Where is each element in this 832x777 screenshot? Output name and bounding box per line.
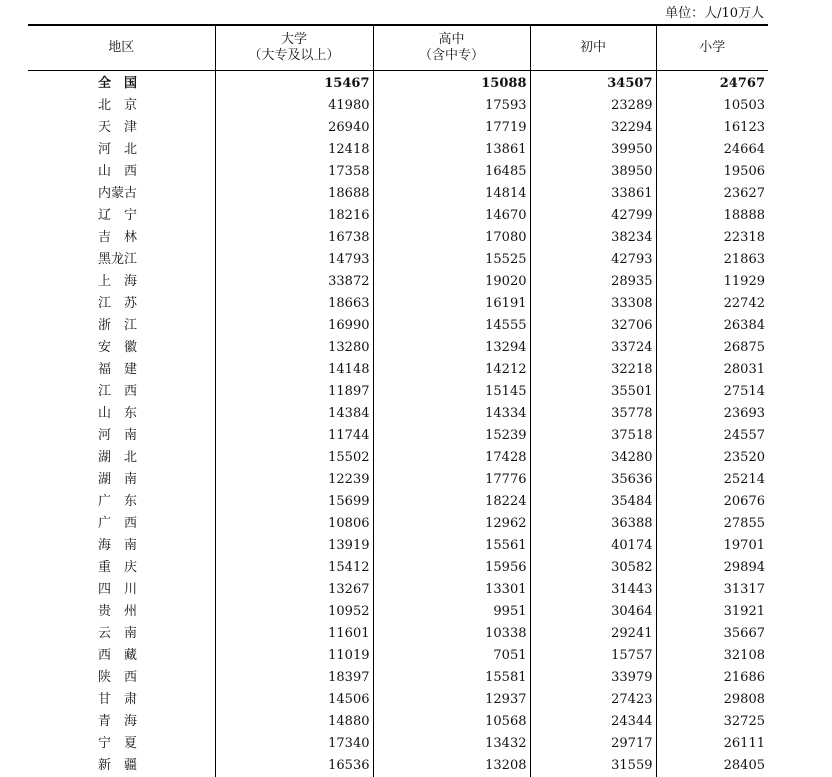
cell-region: 江 苏	[28, 293, 215, 315]
cell-high: 14670	[373, 205, 530, 227]
cell-college: 14148	[215, 359, 373, 381]
cell-middle: 28935	[530, 271, 656, 293]
table-row	[28, 689, 768, 711]
table-row	[28, 205, 768, 227]
cell-primary: 10503	[656, 95, 768, 117]
cell-high: 15239	[373, 425, 530, 447]
table-row	[28, 359, 768, 381]
cell-primary: 29894	[656, 557, 768, 579]
cell-region: 福 建	[28, 359, 215, 381]
cell-primary: 26384	[656, 315, 768, 337]
cell-high: 15088	[373, 71, 530, 96]
header-region: 地区	[28, 25, 215, 71]
cell-region: 内蒙古	[28, 183, 215, 205]
cell-middle: 35484	[530, 491, 656, 513]
cell-primary: 11929	[656, 271, 768, 293]
cell-primary: 32108	[656, 645, 768, 667]
table-row	[28, 535, 768, 557]
cell-primary: 21686	[656, 667, 768, 689]
cell-high: 15525	[373, 249, 530, 271]
cell-high: 15956	[373, 557, 530, 579]
cell-middle: 15757	[530, 645, 656, 667]
cell-college: 15412	[215, 557, 373, 579]
header-high-subtitle: （含中专）	[374, 48, 530, 64]
cell-region: 宁 夏	[28, 733, 215, 755]
cell-middle: 32294	[530, 117, 656, 139]
cell-region: 青 海	[28, 711, 215, 733]
table-row-national	[28, 71, 768, 96]
cell-high: 15145	[373, 381, 530, 403]
cell-high: 10568	[373, 711, 530, 733]
cell-high: 12937	[373, 689, 530, 711]
cell-college: 11744	[215, 425, 373, 447]
cell-primary: 16123	[656, 117, 768, 139]
cell-region: 海 南	[28, 535, 215, 557]
cell-primary: 22742	[656, 293, 768, 315]
cell-region: 重 庆	[28, 557, 215, 579]
cell-region: 上 海	[28, 271, 215, 293]
cell-region: 新 疆	[28, 755, 215, 777]
cell-region: 陕 西	[28, 667, 215, 689]
table-row	[28, 447, 768, 469]
cell-college: 18688	[215, 183, 373, 205]
cell-primary: 28031	[656, 359, 768, 381]
table-row	[28, 249, 768, 271]
cell-primary: 26875	[656, 337, 768, 359]
cell-primary: 19506	[656, 161, 768, 183]
cell-region: 黑龙江	[28, 249, 215, 271]
cell-primary: 20676	[656, 491, 768, 513]
cell-region: 浙 江	[28, 315, 215, 337]
cell-high: 12962	[373, 513, 530, 535]
cell-high: 13208	[373, 755, 530, 777]
cell-high: 19020	[373, 271, 530, 293]
cell-college: 15467	[215, 71, 373, 96]
cell-high: 17776	[373, 469, 530, 491]
cell-middle: 24344	[530, 711, 656, 733]
cell-middle: 39950	[530, 139, 656, 161]
table-row	[28, 403, 768, 425]
cell-middle: 38950	[530, 161, 656, 183]
cell-high: 14212	[373, 359, 530, 381]
cell-region: 江 西	[28, 381, 215, 403]
cell-primary: 23693	[656, 403, 768, 425]
cell-college: 11897	[215, 381, 373, 403]
cell-primary: 25214	[656, 469, 768, 491]
cell-primary: 32725	[656, 711, 768, 733]
cell-region: 北 京	[28, 95, 215, 117]
header-primary-school: 小学	[656, 25, 768, 71]
cell-primary: 27514	[656, 381, 768, 403]
cell-college: 14793	[215, 249, 373, 271]
cell-primary: 31317	[656, 579, 768, 601]
cell-college: 14880	[215, 711, 373, 733]
cell-region: 山 西	[28, 161, 215, 183]
cell-middle: 34280	[530, 447, 656, 469]
cell-middle: 31559	[530, 755, 656, 777]
cell-college: 17358	[215, 161, 373, 183]
cell-college: 14506	[215, 689, 373, 711]
header-college-subtitle: （大专及以上）	[216, 48, 373, 64]
cell-high: 17080	[373, 227, 530, 249]
cell-middle: 32706	[530, 315, 656, 337]
table-body	[28, 71, 768, 777]
cell-middle: 33724	[530, 337, 656, 359]
cell-region: 云 南	[28, 623, 215, 645]
cell-middle: 35778	[530, 403, 656, 425]
cell-high: 13432	[373, 733, 530, 755]
cell-region: 甘 肃	[28, 689, 215, 711]
cell-college: 15502	[215, 447, 373, 469]
cell-college: 16990	[215, 315, 373, 337]
cell-region: 贵 州	[28, 601, 215, 623]
table-row	[28, 337, 768, 359]
cell-middle: 35501	[530, 381, 656, 403]
cell-middle: 29717	[530, 733, 656, 755]
cell-region: 广 东	[28, 491, 215, 513]
cell-middle: 30582	[530, 557, 656, 579]
cell-primary: 31921	[656, 601, 768, 623]
cell-middle: 29241	[530, 623, 656, 645]
cell-region: 西 藏	[28, 645, 215, 667]
cell-high: 9951	[373, 601, 530, 623]
table-row	[28, 601, 768, 623]
cell-high: 15561	[373, 535, 530, 557]
cell-high: 16191	[373, 293, 530, 315]
cell-primary: 24664	[656, 139, 768, 161]
unit-label: 单位：人/10万人	[665, 2, 764, 21]
cell-high: 17593	[373, 95, 530, 117]
cell-middle: 38234	[530, 227, 656, 249]
cell-middle: 34507	[530, 71, 656, 96]
cell-region: 湖 北	[28, 447, 215, 469]
cell-region: 河 北	[28, 139, 215, 161]
cell-college: 13280	[215, 337, 373, 359]
cell-college: 41980	[215, 95, 373, 117]
cell-primary: 21863	[656, 249, 768, 271]
cell-middle: 33979	[530, 667, 656, 689]
cell-high: 17719	[373, 117, 530, 139]
cell-college: 10806	[215, 513, 373, 535]
table-row	[28, 381, 768, 403]
cell-high: 14814	[373, 183, 530, 205]
cell-middle: 36388	[530, 513, 656, 535]
table-header	[28, 25, 768, 71]
header-college	[215, 25, 373, 71]
cell-college: 11601	[215, 623, 373, 645]
table-row	[28, 513, 768, 535]
table-row	[28, 557, 768, 579]
cell-high: 17428	[373, 447, 530, 469]
cell-middle: 40174	[530, 535, 656, 557]
cell-region: 吉 林	[28, 227, 215, 249]
cell-college: 18663	[215, 293, 373, 315]
cell-college: 11019	[215, 645, 373, 667]
cell-region: 湖 南	[28, 469, 215, 491]
cell-region: 山 东	[28, 403, 215, 425]
cell-high: 18224	[373, 491, 530, 513]
table-row	[28, 227, 768, 249]
cell-region: 全 国	[28, 71, 215, 96]
cell-college: 15699	[215, 491, 373, 513]
cell-high: 16485	[373, 161, 530, 183]
cell-college: 12239	[215, 469, 373, 491]
cell-primary: 27855	[656, 513, 768, 535]
cell-region: 安 徽	[28, 337, 215, 359]
cell-high: 10338	[373, 623, 530, 645]
cell-middle: 30464	[530, 601, 656, 623]
cell-primary: 24557	[656, 425, 768, 447]
cell-middle: 27423	[530, 689, 656, 711]
cell-high: 13861	[373, 139, 530, 161]
cell-college: 26940	[215, 117, 373, 139]
cell-high: 7051	[373, 645, 530, 667]
cell-region: 辽 宁	[28, 205, 215, 227]
cell-college: 33872	[215, 271, 373, 293]
table-row	[28, 667, 768, 689]
cell-college: 18216	[215, 205, 373, 227]
cell-college: 14384	[215, 403, 373, 425]
table-row	[28, 579, 768, 601]
education-table	[28, 24, 768, 777]
cell-middle: 33861	[530, 183, 656, 205]
table-row	[28, 139, 768, 161]
cell-middle: 32218	[530, 359, 656, 381]
cell-college: 17340	[215, 733, 373, 755]
cell-primary: 35667	[656, 623, 768, 645]
table-row	[28, 183, 768, 205]
header-middle-school: 初中	[530, 25, 656, 71]
cell-region: 广 西	[28, 513, 215, 535]
cell-middle: 33308	[530, 293, 656, 315]
cell-college: 12418	[215, 139, 373, 161]
table-row	[28, 271, 768, 293]
table-row	[28, 315, 768, 337]
cell-college: 13919	[215, 535, 373, 557]
table-row	[28, 293, 768, 315]
cell-middle: 42793	[530, 249, 656, 271]
cell-middle: 35636	[530, 469, 656, 491]
cell-college: 10952	[215, 601, 373, 623]
cell-primary: 19701	[656, 535, 768, 557]
table-row	[28, 117, 768, 139]
cell-middle: 37518	[530, 425, 656, 447]
cell-primary: 23627	[656, 183, 768, 205]
cell-middle: 42799	[530, 205, 656, 227]
table-row	[28, 733, 768, 755]
cell-college: 16536	[215, 755, 373, 777]
cell-high: 13301	[373, 579, 530, 601]
cell-college: 18397	[215, 667, 373, 689]
cell-region: 天 津	[28, 117, 215, 139]
header-high-title: 高中	[374, 32, 530, 48]
header-row	[28, 25, 768, 71]
table-row	[28, 623, 768, 645]
table-row	[28, 469, 768, 491]
cell-primary: 24767	[656, 71, 768, 96]
cell-college: 16738	[215, 227, 373, 249]
cell-region: 四 川	[28, 579, 215, 601]
cell-primary: 28405	[656, 755, 768, 777]
cell-middle: 23289	[530, 95, 656, 117]
cell-college: 13267	[215, 579, 373, 601]
cell-region: 河 南	[28, 425, 215, 447]
table-row	[28, 161, 768, 183]
cell-high: 13294	[373, 337, 530, 359]
header-high-school	[373, 25, 530, 71]
cell-high: 15581	[373, 667, 530, 689]
table-row	[28, 711, 768, 733]
cell-primary: 23520	[656, 447, 768, 469]
cell-primary: 22318	[656, 227, 768, 249]
table-row	[28, 95, 768, 117]
cell-primary: 18888	[656, 205, 768, 227]
cell-primary: 29808	[656, 689, 768, 711]
table-row	[28, 645, 768, 667]
cell-middle: 31443	[530, 579, 656, 601]
cell-primary: 26111	[656, 733, 768, 755]
header-college-title: 大学	[216, 32, 373, 48]
table-row	[28, 425, 768, 447]
cell-high: 14555	[373, 315, 530, 337]
cell-high: 14334	[373, 403, 530, 425]
table-row	[28, 491, 768, 513]
